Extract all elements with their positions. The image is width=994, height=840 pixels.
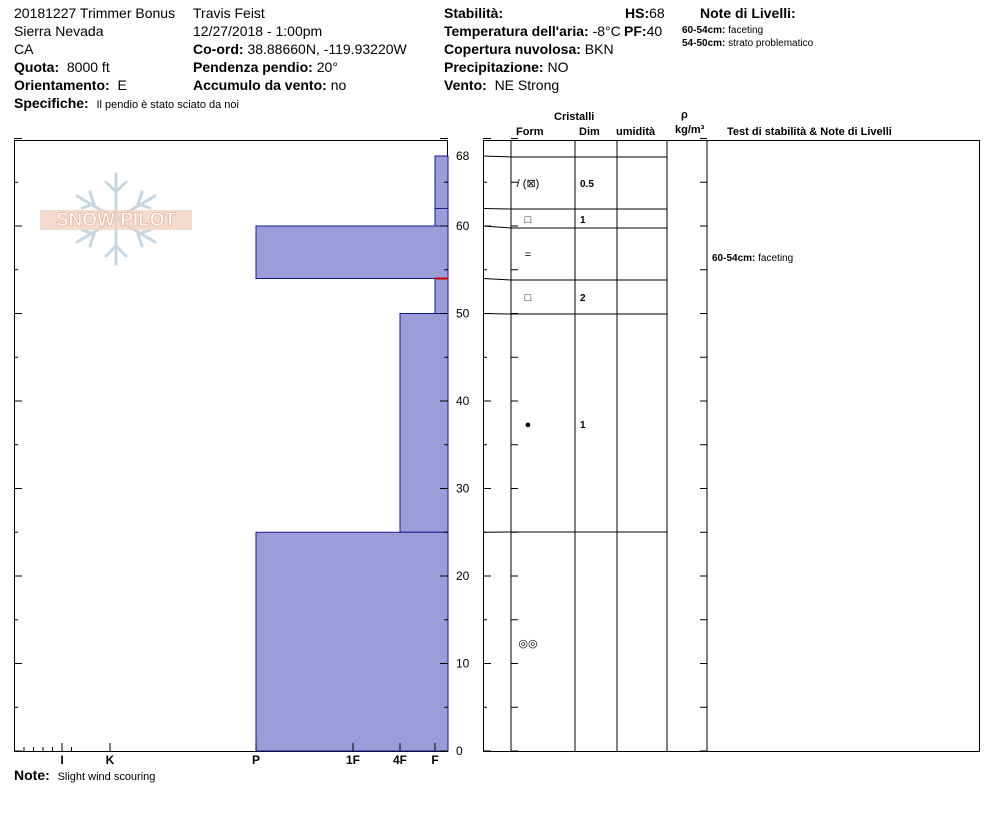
- layer-note-range: 60-54cm:: [682, 25, 726, 36]
- cloud-cover-value: BKN: [584, 41, 614, 57]
- precipitation-value: NO: [547, 59, 569, 75]
- layer-note-text: faceting: [728, 25, 764, 36]
- layer-connector: [483, 314, 511, 315]
- footer-note-label: Note:: [14, 767, 50, 783]
- location-title: 20181227 Trimmer Bonus: [14, 5, 176, 21]
- observation-datetime: 12/27/2018 - 1:00pm: [193, 23, 323, 39]
- cloud-cover-label: Copertura nuvolosa:: [444, 41, 581, 57]
- grain-size-label: 0.5: [580, 179, 594, 190]
- layer-note-range: 54-50cm:: [682, 38, 726, 49]
- crystal-form-symbol: ◎◎: [518, 638, 538, 650]
- humidity-header: umidità: [616, 126, 656, 138]
- foot-penetration-label: PF:: [624, 23, 647, 39]
- crystal-form-symbol: =: [524, 249, 532, 261]
- depth-tick-label: 30: [456, 481, 470, 496]
- dim-header: Dim: [579, 126, 600, 138]
- hardness-bar: [435, 279, 448, 314]
- wind-value: NE Strong: [494, 77, 560, 93]
- aspect-label: Orientamento:: [14, 77, 110, 93]
- density-unit: kg/m³: [675, 124, 705, 136]
- range-name: Sierra Nevada: [14, 23, 104, 39]
- wind-loading-value: no: [330, 77, 347, 93]
- hardness-tick-label: F: [431, 753, 439, 767]
- crystal-form-symbol: □: [524, 292, 532, 304]
- depth-tick-label: 68: [456, 149, 470, 163]
- stability-tests-header: Test di stabilità & Note di Livelli: [727, 126, 892, 138]
- layer-note-text: strato problematico: [728, 38, 814, 49]
- wind-loading-label: Accumulo da vento:: [193, 77, 327, 93]
- layer-connector: [483, 279, 511, 281]
- hardness-bar: [400, 314, 448, 533]
- air-temperature-value: -8°C: [592, 23, 621, 39]
- depth-tick-label: 0: [456, 744, 463, 758]
- stability-note-text: faceting: [758, 253, 794, 264]
- stability-note: [712, 253, 793, 265]
- hardness-tick-label: 1F: [345, 753, 361, 767]
- depth-tick-label: 40: [456, 394, 470, 408]
- density-symbol: ρ: [681, 109, 688, 121]
- layer-connector: [483, 156, 511, 157]
- footer-note: [14, 767, 155, 784]
- air-temperature-label: Temperatura dell'aria:: [444, 23, 589, 39]
- grain-size-label: 2: [580, 293, 586, 304]
- specifics-label: Specifiche:: [14, 95, 89, 111]
- hardness-bar: [256, 532, 448, 751]
- specifics-value: Il pendio è stato sciato da noi: [96, 99, 239, 111]
- depth-tick-label: 50: [456, 306, 470, 321]
- wind-label: Vento:: [444, 77, 487, 93]
- hardness-tick-label: 4F: [392, 753, 408, 767]
- stability-note-range: 60-54cm:: [712, 253, 756, 264]
- layer-connector: [483, 209, 511, 210]
- elevation-value: 8000 ft: [66, 59, 110, 75]
- footer-note-value: Slight wind scouring: [57, 771, 156, 783]
- crystals-header: Cristalli: [554, 111, 595, 123]
- form-header: Form: [516, 126, 544, 138]
- snow-height-value: 68: [649, 5, 665, 21]
- snow-height-label: HS:: [625, 5, 650, 21]
- grain-size-label: 1: [580, 215, 586, 226]
- depth-tick-label: 20: [456, 569, 470, 583]
- slope-label: Pendenza pendio:: [193, 59, 313, 75]
- depth-tick-label: 10: [456, 656, 470, 671]
- snowflake-icon: [36, 170, 196, 268]
- layer-connector: [483, 226, 511, 228]
- layer-notes-title: Note di Livelli:: [700, 5, 796, 21]
- hardness-bar: [435, 209, 448, 227]
- coordinates-value: 38.88660N, -119.93220W: [247, 41, 407, 57]
- hardness-tick-label: P: [251, 753, 261, 767]
- slope-value: 20°: [316, 59, 338, 75]
- crystal-form-symbol: / (⊠): [516, 178, 540, 190]
- snowpilot-logo: [36, 170, 196, 268]
- crystal-form-symbol: ●: [524, 419, 532, 431]
- precipitation-label: Precipitazione:: [444, 59, 544, 75]
- stability-label: Stabilità:: [444, 5, 504, 21]
- grain-size-label: 1: [580, 420, 586, 431]
- observer-name: Travis Feist: [193, 5, 265, 21]
- foot-penetration-value: 40: [646, 23, 663, 39]
- elevation-label: Quota:: [14, 59, 60, 75]
- depth-tick-label: 60: [456, 219, 470, 233]
- aspect-value: E: [117, 77, 127, 93]
- crystal-form-symbol: □: [524, 214, 532, 226]
- hardness-tick-label: K: [105, 753, 115, 767]
- hardness-bar: [256, 226, 448, 279]
- hardness-tick-label: I: [60, 753, 64, 767]
- state-name: CA: [14, 41, 34, 57]
- logo-text: SNOW PILOT: [55, 210, 177, 231]
- coordinates-label: Co-ord:: [193, 41, 244, 57]
